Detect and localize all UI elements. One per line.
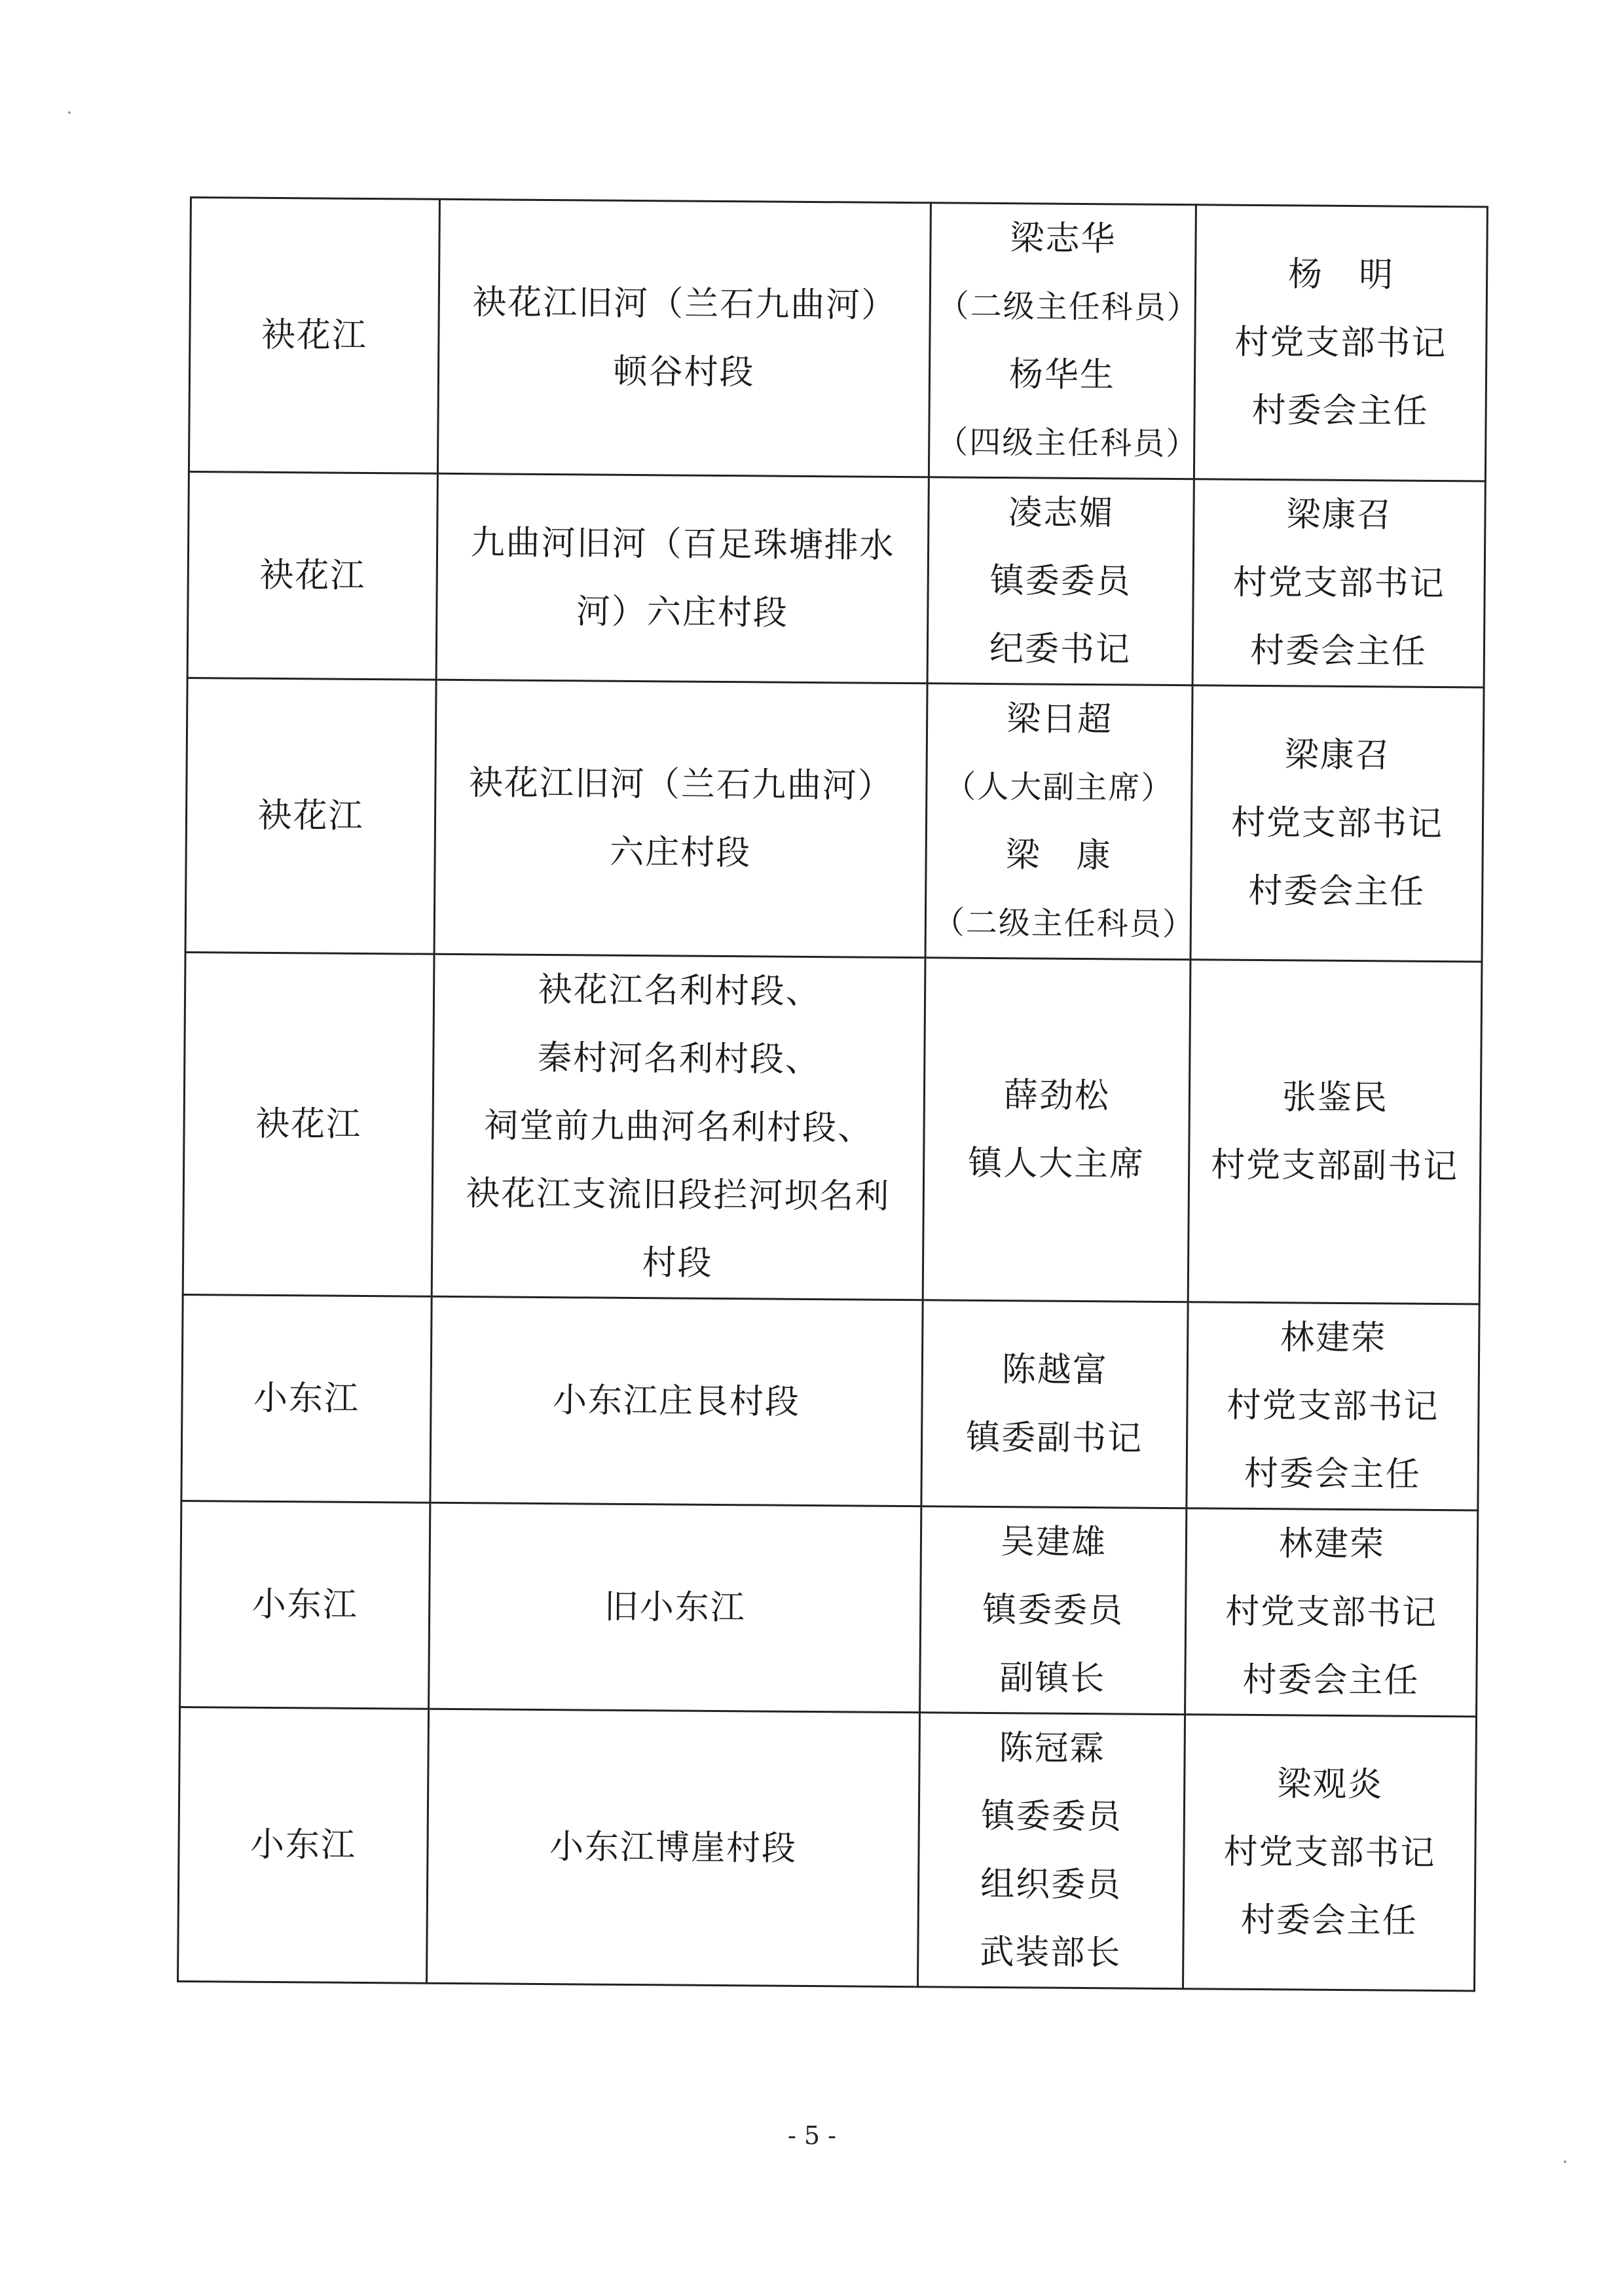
cell-text-line: 村党支部书记 — [1234, 322, 1447, 364]
cell-text: 袂花江 — [257, 795, 364, 836]
cell-text-line: 村党支部书记 — [1225, 1592, 1438, 1633]
cell-text-line: 秦村河名利村段、 — [537, 1038, 821, 1080]
table-row — [181, 1294, 1479, 1510]
cell-text-line: 村段 — [642, 1243, 713, 1283]
table-row — [178, 1707, 1477, 1991]
river-name-cell — [180, 1501, 430, 1709]
river-name-cell — [189, 198, 439, 474]
cell-text-line: 武装部长 — [980, 1932, 1122, 1973]
cell-text-line: 梁志华 — [1010, 219, 1116, 259]
cell-text-line: 袂花江旧河（兰石九曲河） — [468, 763, 894, 806]
cell-text-line: 镇委委员 — [982, 1590, 1124, 1631]
cell-text-line: 梁观炎 — [1277, 1764, 1384, 1805]
river-name-cell — [183, 952, 434, 1296]
town-chief-cell — [917, 1713, 1185, 1989]
river-section-cell — [436, 473, 929, 683]
cell-text-line: （人大副主席） — [944, 768, 1174, 807]
cell-text-line: 袂花江支流旧段拦河坝名利 — [466, 1174, 891, 1216]
town-chief-cell — [920, 1506, 1187, 1715]
cell-text-line: 凌志媚 — [1008, 493, 1115, 534]
river-section-cell — [432, 954, 925, 1300]
cell-text-line: 村党支部书记 — [1227, 1385, 1439, 1427]
cell-text-line: （四级主任科员） — [936, 424, 1199, 463]
cell-text-line: 副镇长 — [999, 1658, 1106, 1699]
river-section-cell — [430, 1296, 923, 1506]
village-chief-cell — [1188, 960, 1482, 1304]
cell-text-line: 村委会主任 — [1244, 1453, 1421, 1495]
village-chief-cell — [1194, 205, 1487, 481]
river-chief-table — [177, 196, 1488, 1992]
cell-text-line: 梁康召 — [1286, 495, 1393, 536]
cell-text-line: 梁 康 — [1005, 835, 1112, 876]
cell-text-line: 镇委副书记 — [965, 1417, 1143, 1459]
cell-text-line: 村党支部书记 — [1223, 1832, 1436, 1874]
table-row — [187, 471, 1485, 687]
river-name-cell — [185, 678, 436, 954]
scan-speck — [1564, 2160, 1566, 2163]
cell-text: 袂花江 — [261, 315, 368, 355]
cell-text-line: 九曲河旧河（百足珠塘排水 — [470, 523, 895, 566]
river-section-cell — [427, 1709, 920, 1986]
town-chief-cell — [925, 683, 1196, 960]
town-chief-cell — [927, 477, 1194, 685]
river-name-cell — [187, 471, 437, 680]
cell-text: 小东江 — [251, 1584, 358, 1625]
cell-text-line: 镇人大主席 — [967, 1143, 1145, 1184]
cell-text-line: 村党支部书记 — [1232, 562, 1445, 604]
cell-text-line: 村委会主任 — [1249, 630, 1428, 672]
cell-text-line: 村委会主任 — [1248, 871, 1426, 912]
table-row — [180, 1501, 1478, 1717]
cell-text-line: 陈越富 — [1001, 1350, 1109, 1391]
cell-text-line: 杨 明 — [1287, 255, 1395, 295]
cell-text-line: 梁康召 — [1284, 735, 1392, 776]
village-chief-cell — [1185, 1508, 1478, 1717]
river-name-cell — [181, 1294, 432, 1503]
cell-text-line: 袂花江名利村段、 — [538, 970, 821, 1012]
river-section-cell — [434, 680, 927, 957]
table-body — [178, 198, 1488, 1991]
cell-text-line: 顿谷村段 — [613, 352, 755, 393]
cell-text: 袂花江 — [255, 1104, 362, 1144]
scan-speck — [68, 111, 71, 114]
cell-text-line: 吴建雄 — [1000, 1522, 1107, 1563]
town-chief-cell — [929, 203, 1200, 479]
cell-text-line: 村党支部副书记 — [1210, 1145, 1459, 1187]
river-name-cell — [178, 1707, 429, 1983]
cell-text-line: 村党支部书记 — [1230, 803, 1444, 845]
cell-text-line: 镇委委员 — [980, 1796, 1123, 1837]
cell-text: 小东江 — [253, 1378, 360, 1419]
cell-text-line: 六庄村段 — [609, 832, 752, 873]
village-chief-cell — [1190, 685, 1484, 962]
cell-text-line: 组织委员 — [980, 1864, 1122, 1905]
cell-text-line: 祠堂前九曲河名利村段、 — [483, 1106, 874, 1148]
cell-text-line: 村委会主任 — [1240, 1900, 1418, 1941]
cell-text-line: 林建荣 — [1278, 1524, 1386, 1565]
cell-text-line: 纪委书记 — [989, 629, 1132, 670]
cell-text-line: 旧小东江 — [604, 1587, 746, 1628]
village-chief-cell — [1183, 1715, 1476, 1991]
table-row — [185, 678, 1484, 962]
cell-text-line: 小东江博崖村段 — [549, 1827, 798, 1868]
river-section-cell — [429, 1503, 921, 1712]
cell-text-line: 薛劲松 — [1003, 1076, 1111, 1116]
cell-text-line: （二级主任科员） — [932, 904, 1196, 943]
cell-text-line: 林建荣 — [1280, 1318, 1387, 1358]
page-number: - 5 - — [787, 2121, 836, 2150]
cell-text-line: 袂花江旧河（兰石九曲河） — [472, 283, 897, 325]
cell-text-line: 河）六庄村段 — [576, 592, 789, 633]
table-row — [189, 198, 1487, 482]
cell-text-line: 镇委委员 — [989, 560, 1132, 602]
river-section-cell — [437, 199, 931, 477]
cell-text-line: 村委会主任 — [1242, 1660, 1420, 1701]
town-chief-cell — [921, 1300, 1188, 1508]
cell-text-line: 张鉴民 — [1282, 1078, 1389, 1118]
town-chief-cell — [923, 958, 1190, 1302]
cell-text-line: 杨华生 — [1008, 355, 1116, 395]
cell-text: 袂花江 — [259, 555, 366, 596]
cell-text: 小东江 — [249, 1825, 357, 1865]
cell-text-line: 陈冠霖 — [999, 1728, 1105, 1769]
village-chief-cell — [1192, 479, 1485, 687]
cell-text-line: 村委会主任 — [1251, 390, 1429, 431]
table-row — [183, 952, 1482, 1304]
cell-text-line: 梁日超 — [1006, 699, 1113, 740]
cell-text-line: （二级主任科员） — [937, 287, 1200, 327]
cell-text-line: 小东江庄艮村段 — [552, 1381, 801, 1422]
village-chief-cell — [1187, 1302, 1479, 1510]
